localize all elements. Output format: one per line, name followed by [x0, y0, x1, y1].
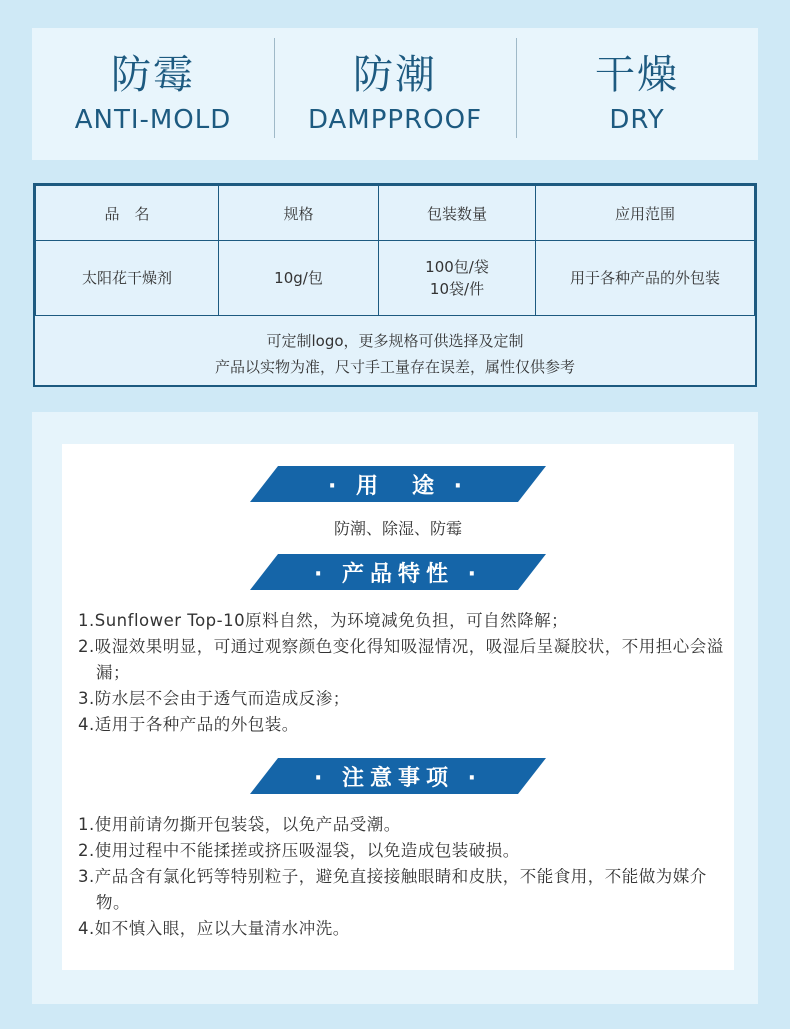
note-line: 可定制logo，更多规格可供选择及定制 [266, 332, 524, 350]
info-card [62, 444, 734, 970]
notes-heading [250, 758, 546, 794]
list-item: 4.适用于各种产品的外包装。 [78, 715, 299, 734]
features-title: · 产品特性 · [313, 561, 483, 587]
usage-text: 防潮、除湿、防霉 [333, 519, 462, 538]
list-item: 1.Sunflower Top-10原料自然，为环境减免负担，可自然降解； [78, 611, 569, 630]
note-line: 产品以实物为准，尺寸手工量存在误差，属性仅供参考 [214, 358, 575, 376]
feature-en: ANTI-MOLD [74, 105, 232, 135]
header-scope: 应用范围 [536, 186, 755, 241]
table-note [35, 316, 755, 380]
qty-line: 10袋/件 [429, 280, 485, 298]
feature-dampproof [274, 28, 516, 160]
cell-name: 太阳花干燥剂 [36, 241, 219, 316]
header-size: 规格 [219, 186, 379, 241]
feature-en: DAMPPROOF [307, 105, 483, 135]
feature-dry [516, 28, 758, 160]
notes-list [78, 812, 728, 942]
usage-heading [250, 466, 546, 502]
info-panel [32, 412, 758, 1004]
feature-cn: 干燥 [595, 52, 679, 98]
header-qty: 包装数量 [379, 186, 536, 241]
header-name: 品 名 [36, 186, 219, 241]
feature-anti-mold [32, 28, 274, 160]
list-item: 3.防水层不会由于透气而造成反渗； [78, 689, 350, 708]
list-item: 2.吸湿效果明显，可通过观察颜色变化得知吸湿情况，吸湿后呈凝胶状，不用担心会溢漏； [78, 637, 724, 682]
features-heading [250, 554, 546, 590]
feature-cn: 防霉 [111, 52, 195, 98]
qty-line: 100包/袋 [425, 258, 489, 276]
list-item: 3.产品含有氯化钙等特别粒子，避免直接接触眼睛和皮肤，不能食用，不能做为媒介物。 [78, 867, 707, 912]
cell-qty [379, 241, 536, 316]
feature-en: DRY [609, 105, 665, 135]
usage-title: · 用 途 · [327, 473, 469, 499]
feature-cn: 防潮 [353, 52, 437, 98]
features-list [78, 608, 728, 738]
notes-title: · 注意事项 · [313, 765, 483, 791]
list-item: 4.如不慎入眼，应以大量清水冲洗。 [78, 919, 350, 938]
table-header-row [36, 186, 755, 241]
spec-table [33, 183, 757, 387]
list-item: 1.使用前请勿撕开包装袋，以免产品受潮。 [78, 815, 401, 834]
feature-banner [32, 28, 758, 160]
table-row [36, 241, 755, 316]
cell-scope: 用于各种产品的外包装 [536, 241, 755, 316]
cell-size: 10g/包 [219, 241, 379, 316]
list-item: 2.使用过程中不能揉搓或挤压吸湿袋，以免造成包装破损。 [78, 841, 520, 860]
